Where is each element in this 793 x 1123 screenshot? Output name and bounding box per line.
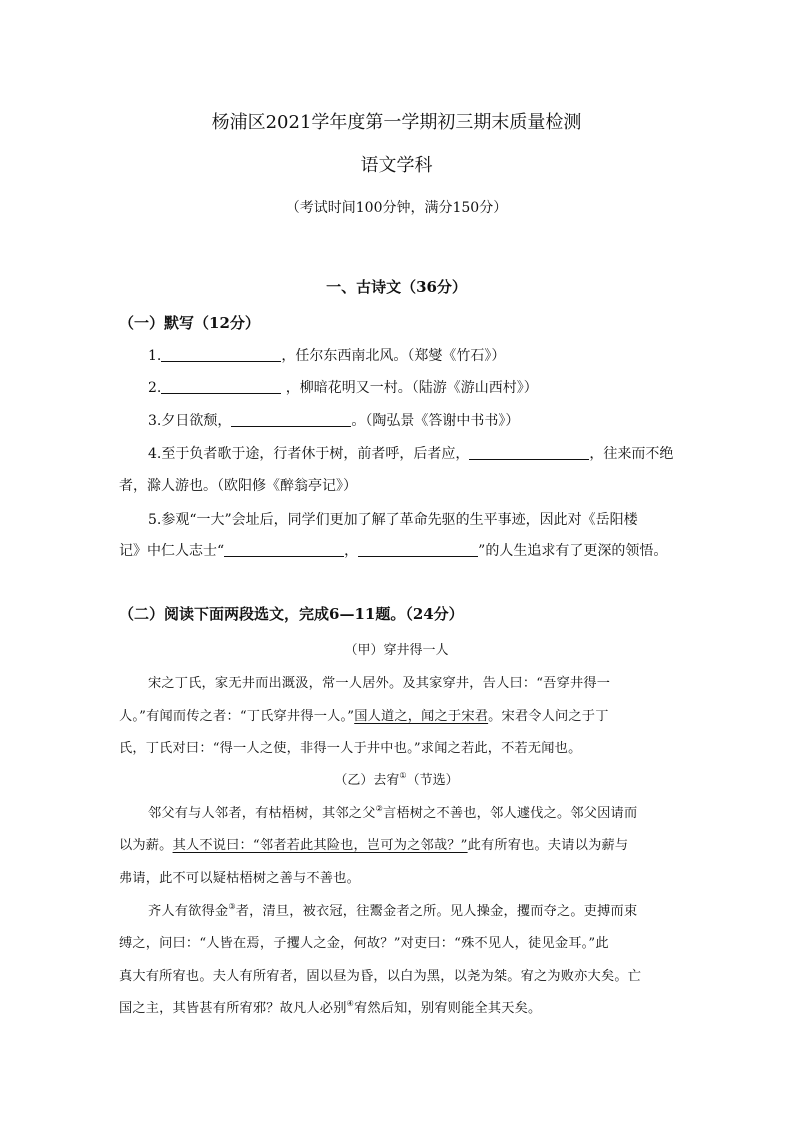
footnote-marker: ②: [375, 804, 383, 813]
subject-title: 语文学科: [360, 155, 433, 176]
answer-blank[interactable]: [161, 379, 281, 394]
question-2: [148, 377, 538, 397]
part2-title: （二）阅读下面两段选文，完成6—11题。（24分）: [119, 605, 464, 623]
question-text: ”的人生追求有了更深的领悟。: [478, 543, 668, 559]
question-number: 2.: [148, 380, 162, 396]
answer-blank[interactable]: [358, 542, 478, 557]
passage-text: 以为薪。: [119, 838, 173, 853]
passage-b-line-2: [119, 834, 628, 853]
passage-b-title: [0, 769, 793, 788]
passage-text: 齐人有欲得金: [148, 904, 229, 919]
passage-b-line-6: 真大有所宥也。夫人有所宥者，固以昼为昏，以白为黑，以尧为桀。宥之为败亦大矣。亡: [119, 969, 642, 984]
passage-a-line-3: 氏，丁氏对曰：“得一人之使，非得一人于井中也。”求闻之若此，不若无闻也。: [119, 741, 582, 756]
question-text: ，: [344, 543, 359, 559]
passage-b-line-7: [119, 997, 541, 1016]
question-4-cont: 者，滁人游也。（欧阳修《醉翁亭记》）: [119, 478, 357, 494]
passage-text: 国之主，其皆甚有所宥邪？故凡人必别: [119, 1001, 347, 1016]
passage-text: 邻父有与人邻者，有枯梧树，其邻之父: [148, 806, 376, 821]
answer-blank[interactable]: [161, 347, 281, 362]
passage-title-text: （节选）: [406, 773, 459, 788]
answer-blank[interactable]: [469, 445, 589, 460]
exam-title: 杨浦区2021学年度第一学期初三期末质量检测: [211, 112, 582, 133]
passage-b-line-5: 缚之，问曰：“人皆在焉，子攫人之金，何故？”对吏曰：“殊不见人，徒见金耳。”此: [119, 936, 609, 951]
question-text: 3.夕日欲颓，: [148, 413, 232, 429]
question-text: 4.至于负者歌于途，行者休于树，前者呼，后者应，: [148, 446, 470, 462]
answer-blank[interactable]: [224, 542, 344, 557]
passage-b-line-1: [148, 802, 637, 821]
answer-blank[interactable]: [231, 412, 351, 427]
passage-a-title: （甲）穿井得一人: [344, 643, 449, 658]
passage-text: 此有所宥也。夫请以为薪与: [467, 838, 629, 853]
question-3: [148, 410, 519, 430]
question-text: ，柳暗花明又一村。（陆游《游山西村》）: [281, 380, 538, 396]
passage-title-text: （乙）去宥: [334, 773, 400, 788]
question-text: 记》中仁人志士“: [119, 543, 225, 559]
question-1: [148, 345, 505, 365]
part1-title: （一）默写（12分）: [119, 314, 260, 332]
question-4: [148, 443, 673, 463]
passage-text: 宥然后知，别宥则能全其天矣。: [353, 1001, 542, 1016]
question-text: 。（陶弘景《答谢中书书》）: [351, 413, 520, 429]
passage-text: 。宋君令人问之于丁: [488, 709, 609, 724]
question-5-cont: [119, 540, 667, 560]
question-number: 1.: [148, 348, 162, 364]
footnote-marker: ③: [228, 902, 236, 911]
question-text: ，往来而不绝: [589, 446, 674, 462]
underlined-sentence: 国人道之，闻之于宋君: [354, 709, 489, 724]
underlined-sentence: 其人不说曰：“邻者若此其险也，岂可为之邻哉？”: [172, 838, 468, 853]
footnote-marker: ①: [399, 771, 407, 780]
question-5: 5.参观“一大”会址后，同学们更加了解了革命先驱的生平事迹，因此对《岳阳楼: [148, 512, 638, 528]
passage-a-line-1: 宋之丁氏，家无井而出溉汲，常一人居外。及其家穿井，告人曰：“吾穿井得一: [148, 676, 611, 691]
passage-a-line-2: [119, 705, 609, 724]
passage-text: 者，清旦，被衣冠，往鬻金者之所。见人操金，攫而夺之。吏搏而束: [235, 904, 638, 919]
question-text: ，任尔东西南北风。（郑燮《竹石》）: [281, 348, 506, 364]
passage-b-line-3: 弗请，此不可以疑枯梧树之善与不善也。: [119, 871, 360, 886]
passage-text: 言梧树之不善也，邻人遽伐之。邻父因请而: [382, 806, 638, 821]
passage-text: 人。”有闻而传之者：“丁氏穿井得一人。”: [119, 709, 355, 724]
passage-b-line-4: [148, 900, 637, 919]
section-title: 一、古诗文（36分）: [326, 278, 467, 296]
exam-info: （考试时间100分钟，满分150分）: [285, 200, 508, 216]
footnote-marker: ④: [346, 999, 354, 1008]
